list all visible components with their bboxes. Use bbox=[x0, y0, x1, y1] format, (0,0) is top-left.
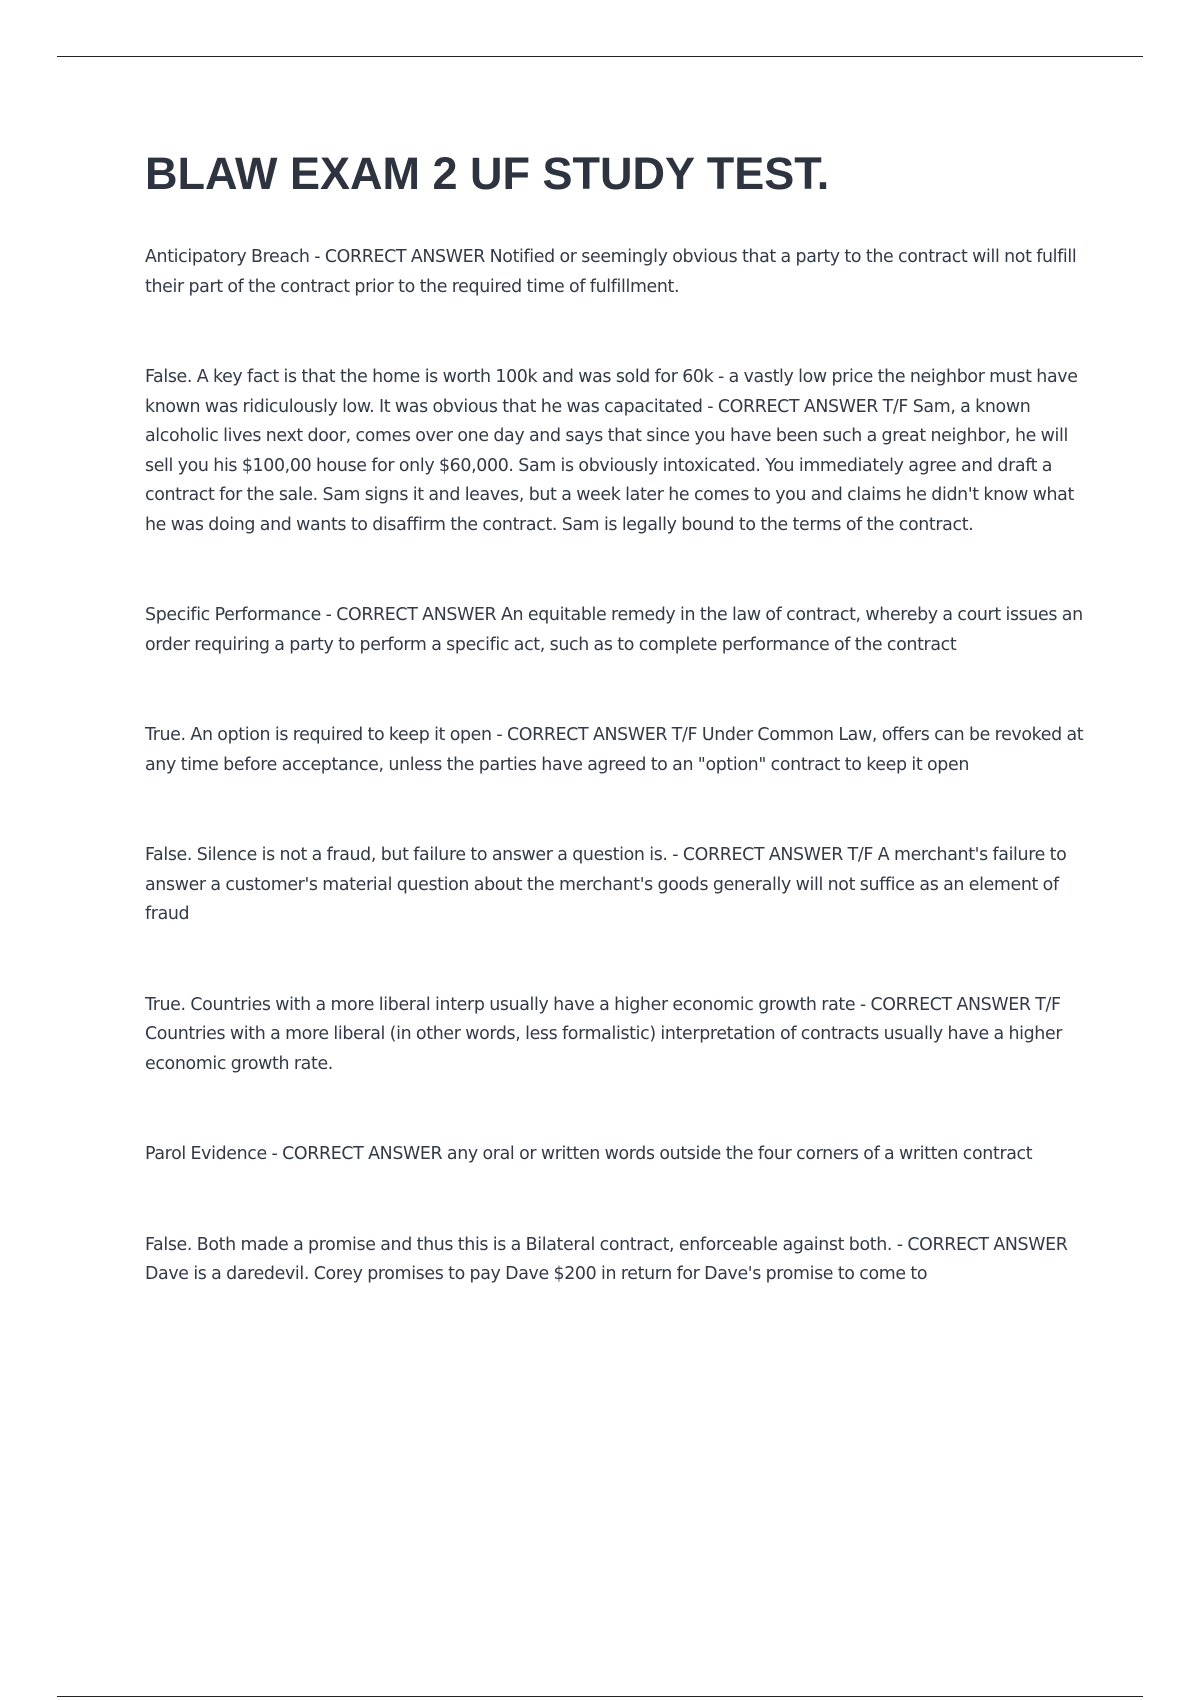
flashcard-entry-specific-performance: Specific Performance - CORRECT ANSWER An equitable remedy in the law of contract, whereby a court issues an order requiring a party to perform a specific act, such as to complete performance of the contract bbox=[145, 605, 1083, 655]
flashcard-entry-interpretation: True. Countries with a more liberal interp usually have a higher economic growth rate - CORRECT ANSWER T/F Countries with a more liberal (in other words, less formalistic) interpretation of contracts usually have a higher economic growth rate. bbox=[145, 994, 1063, 1074]
flashcard-entry-capacity: False. A key fact is that the home is worth 100k and was sold for 60k - a vastly low price the neighbor must have known was ridiculously low. It was obvious that he was capacitated - CORRECT ANSWER T/F Sam, a known alcoholic lives next door, comes over one day and says that since you have been such a great neighbor, he will sell you his $100,00 house for only $60,000. Sam is obviously intoxicated. You immediately agree and draft a contract for the sale. Sam signs it and leaves, but a week later he comes to you and claims he didn't know what he was doing and wants to disaffirm the contract. Sam is legally bound to the terms of the contract. bbox=[145, 367, 1078, 535]
flashcard-entry-bilateral-contract: False. Both made a promise and thus this is a Bilateral contract, enforceable against both. - CORRECT ANSWER Dave is a daredevil. Corey promises to pay Dave $200 in return for Dave's promise to come to bbox=[145, 1234, 1068, 1284]
flashcard-list bbox=[145, 243, 1090, 1351]
top-divider bbox=[57, 56, 1143, 57]
flashcard-entry-option-contract: True. An option is required to keep it open - CORRECT ANSWER T/F Under Common Law, offers can be revoked at any time before acceptance, unless the parties have agreed to an "option" contract to keep it open bbox=[145, 725, 1084, 775]
flashcard-entry-fraud: False. Silence is not a fraud, but failure to answer a question is. - CORRECT ANSWER T/F A merchant's failure to answer a customer's material question about the merchant's goods generally will not suffice as an element of fraud bbox=[145, 845, 1067, 924]
document-title: BLAW EXAM 2 UF STUDY TEST. bbox=[145, 148, 830, 199]
flashcard-entry-anticipatory-breach: Anticipatory Breach - CORRECT ANSWER Notified or seemingly obvious that a party to the contract will not fulfill their part of the contract prior to the required time of fulfillment. bbox=[145, 247, 1077, 297]
bottom-divider bbox=[57, 1696, 1143, 1697]
flashcard-entry-parol-evidence: Parol Evidence - CORRECT ANSWER any oral or written words outside the four corners of a written contract bbox=[145, 1144, 1033, 1164]
